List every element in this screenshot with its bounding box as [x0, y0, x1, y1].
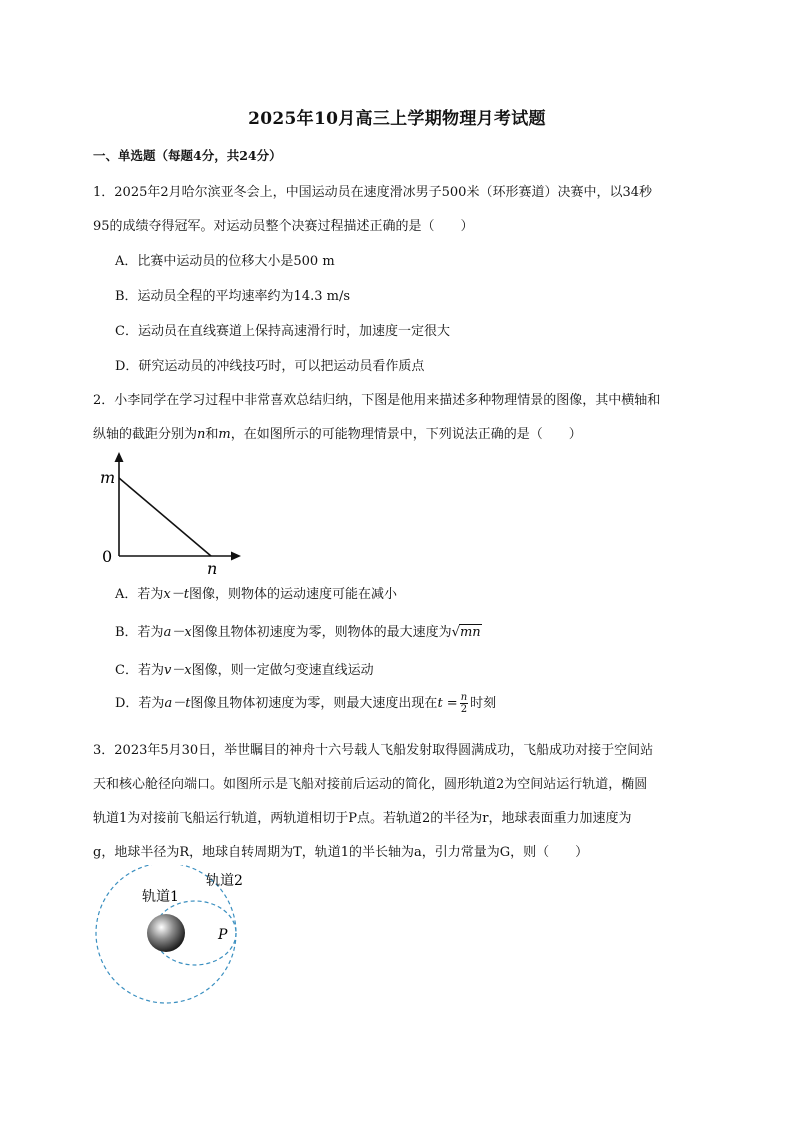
q2-option-b: B．若为a－x图像且物体初速度为零，则物体的最大速度为√mn — [115, 625, 481, 640]
q3-stem-line1: 3．2023年5月30日，举世瞩目的神舟十六号载人飞船发射取得圆满成功，飞船成功对接于空间站 — [93, 743, 654, 758]
q1-option-c: C．运动员在直线赛道上保持高速滑行时，加速度一定很大 — [115, 324, 450, 339]
fraction-n-over-2: $\frac{n}{2}$ — [460, 692, 468, 715]
earth-sphere — [147, 914, 185, 952]
q2-var-m: m — [218, 427, 231, 442]
graph-x-arrow — [231, 552, 241, 561]
sqrt-radicand: mn — [459, 625, 481, 640]
q2-option-a: A．若为x－t图像，则物体的运动速度可能在减小 — [115, 587, 397, 602]
q2-stem-text-a: 纵轴的截距分别为 — [93, 427, 198, 442]
q1-option-b: B．运动员全程的平均速率约为14.3 m/s — [115, 289, 351, 304]
graph-y-intercept-label: m — [100, 468, 116, 487]
tangent-point-label: P — [218, 927, 228, 943]
page-title: 2025年10月高三上学期物理月考试题 — [248, 109, 546, 129]
graph-x-intercept-label: n — [207, 559, 218, 575]
graph-y-arrow — [115, 452, 124, 462]
q2-option-c: C．若为v－x图像，则一定做匀变速直线运动 — [115, 663, 374, 678]
q3-stem-line3: 轨道1为对接前飞船运行轨道，两轨道相切于P点。若轨道2的半径为r，地球表面重力加速度为 — [93, 811, 632, 826]
q2-var-n: n — [197, 427, 206, 442]
section-heading: 一、单选题（每题4分，共24分） — [93, 148, 282, 163]
orbit-1-label: 轨道1 — [142, 889, 179, 905]
q3-orbit-diagram — [90, 865, 270, 1015]
q1-stem-line1: 1．2025年2月哈尔滨亚冬会上，中国运动员在速度滑冰男子500米（环形赛道）决赛中，以34秒 — [93, 185, 652, 200]
sqrt-symbol: √ — [451, 625, 460, 640]
q1-stem-line2: 95的成绩夺得冠军。对运动员整个决赛过程描述正确的是（ ） — [93, 219, 474, 234]
q3-stem-line2: 天和核心舱径向端口。如图所示是飞船对接前后运动的简化，圆形轨道2为空间站运行轨道，椭圆 — [93, 777, 648, 792]
orbit-2-label: 轨道2 — [206, 873, 243, 889]
q2-stem-text-b: 和 — [205, 427, 219, 442]
q2-option-d: D．若为a－t图像且物体初速度为零，则最大速度出现在t = $\frac{n}{2}$ 时刻 — [115, 692, 497, 715]
q2-stem-text-c: ，在如图所示的可能物理情景中，下列说法正确的是（ ） — [230, 427, 582, 442]
q3-stem-line4: g，地球半径为R，地球自转周期为T，轨道1的半长轴为a，引力常量为G，则（ ） — [93, 845, 589, 860]
q1-option-d: D．研究运动员的冲线技巧时，可以把运动员看作质点 — [115, 359, 425, 374]
q2-intercept-graph — [95, 450, 255, 575]
q1-option-a: A．比赛中运动员的位移大小是500 m — [115, 254, 335, 269]
q2-stem-line1: 2．小李同学在学习过程中非常喜欢总结归纳，下图是他用来描述多种物理情景的图像，其中横轴和 — [93, 393, 661, 408]
q2-stem-line2 — [93, 423, 582, 442]
graph-origin-label: 0 — [102, 547, 113, 566]
graph-line — [119, 478, 211, 556]
